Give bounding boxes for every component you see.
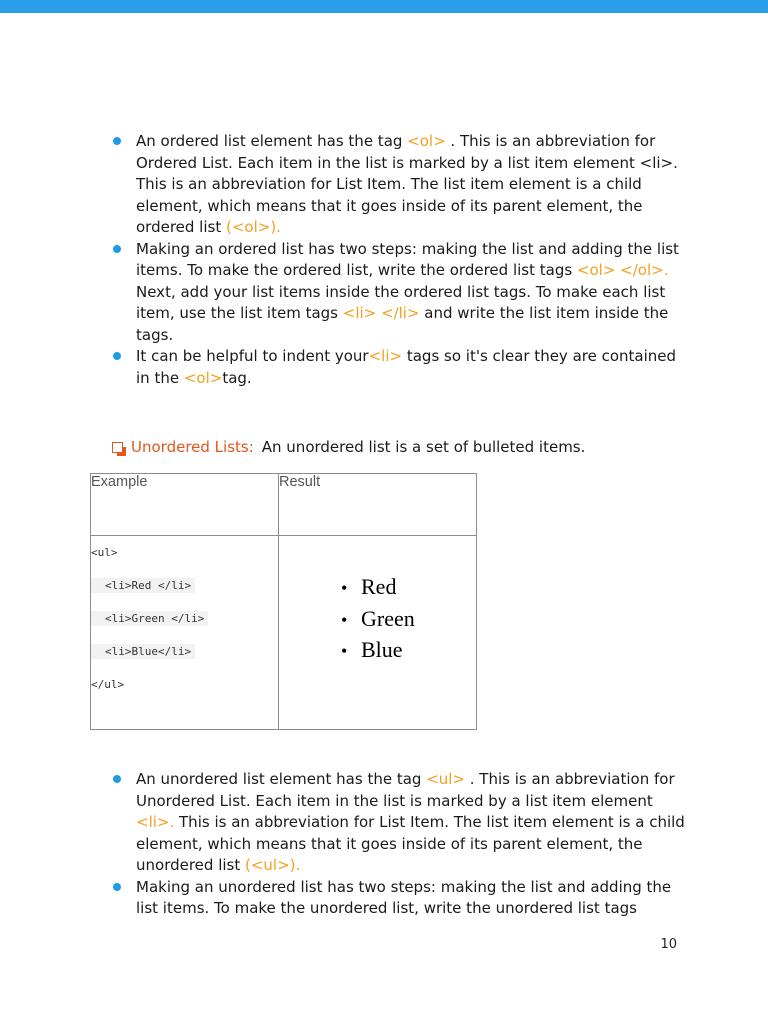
text-run: tag.: [222, 368, 252, 387]
list-item: [112, 131, 692, 239]
list-item: [112, 239, 692, 347]
header-result: Result: [279, 474, 477, 536]
list-item: [112, 769, 692, 877]
text-run: This is an abbreviation for List Item. The list item element is a child element, which means that it goes inside of its parent element, the unordered list: [136, 813, 685, 874]
text-run: An unordered list element has the tag: [136, 770, 427, 788]
checkbox-icon: [112, 442, 123, 453]
text-run: tags so it's clear they are contained in the: [136, 347, 677, 387]
inline-code: <ol> </ol>.: [576, 261, 669, 279]
result-item: • Green: [341, 605, 415, 631]
inline-code: (<ol>).: [226, 218, 281, 236]
top-accent-bar: [0, 0, 768, 13]
rendered-result-list: [279, 536, 476, 667]
unordered-list-notes: [112, 769, 692, 920]
example-table: [90, 473, 477, 730]
inline-code: <li>: [368, 347, 403, 365]
inline-code: <li> </li>: [342, 304, 420, 322]
result-item: • Blue: [341, 637, 403, 662]
page-number: 10: [660, 937, 677, 952]
ordered-list-notes: [112, 131, 692, 389]
code-example-cell: [91, 536, 279, 730]
code-line: <ul>: [91, 546, 118, 559]
text-run: Making an unordered list has two steps: making the list and adding the list items. To make the unordered list, write the unordered list tags: [136, 877, 672, 917]
inline-code: <ol>: [407, 132, 446, 150]
list-item: [112, 346, 692, 389]
code-line: <li>Green </li>: [105, 602, 278, 635]
text-run: Next, add your list items inside the ordered list tags. To make each list item, use the list item tags: [136, 282, 666, 322]
inline-code: <ol>: [183, 368, 223, 387]
heading-label: Unordered Lists:: [131, 438, 254, 456]
text-run: An ordered list element has the tag: [136, 132, 408, 150]
text-run: . This is an abbreviation for Unordered List. Each item in the list is marked by a list item element: [136, 770, 675, 810]
result-item: • Red: [341, 574, 397, 599]
inline-code: <ul>: [426, 770, 465, 788]
code-line: <li>Red </li>: [105, 569, 278, 602]
text-run: and write the list item inside the tags.: [136, 304, 669, 344]
code-line: </ul>: [91, 678, 125, 691]
unordered-lists-heading: [112, 437, 585, 458]
heading-text: An unordered list is a set of bulleted items.: [261, 438, 586, 456]
result-cell: [279, 536, 477, 730]
text-run: Making an ordered list has two steps: making the list and adding the list items. To make the ordered list, write the ordered list tags: [136, 239, 679, 279]
text-run: It can be helpful to indent your: [136, 347, 369, 365]
text-run: . This is an abbreviation for Ordered List. Each item in the list is marked by a list item element <li>. This is an abbreviation for List Item. The list item element is a child element, which means that it goes inside of its parent element, the ordered list: [136, 132, 678, 236]
inline-code: <li>.: [136, 813, 175, 831]
header-example: Example: [91, 474, 279, 536]
list-item: [112, 877, 692, 920]
inline-code: (<ul>).: [245, 856, 301, 874]
code-line: <li>Blue</li>: [105, 635, 278, 668]
